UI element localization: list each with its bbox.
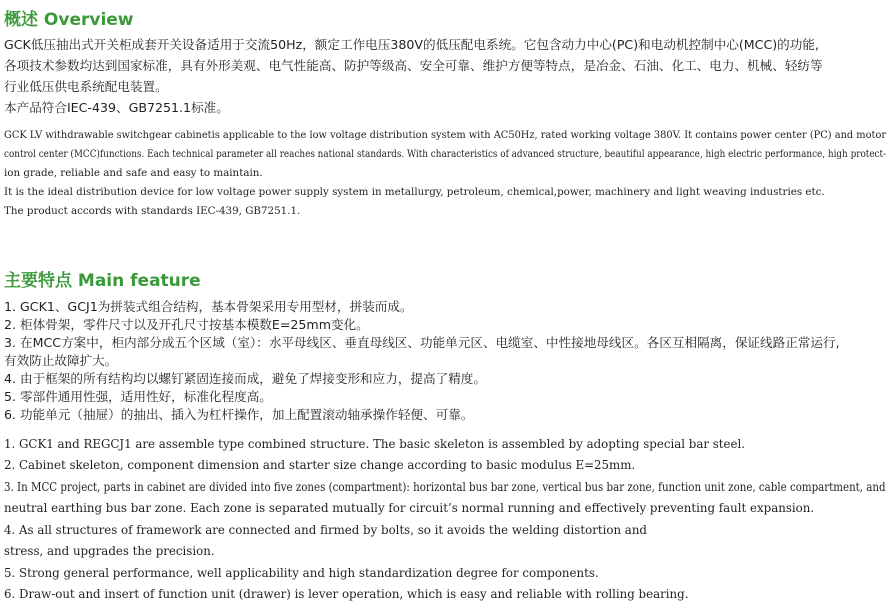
feature-cn-line-1: 1. GCK1、GCJ1为拼装式组合结构，基本骨架采用专用型材，拼装而成。 xyxy=(4,299,413,314)
feature-en-line-7: 5. Strong general performance, well applicability and high standardization degree for components. xyxy=(4,566,599,580)
overview-cn-line-1: GCK低压抽出式开关柜成套开关设备适用于交流50Hz，额定工作电压380V的低压配电系统。它包含动力中心(PC)和电动机控制中心(MCC)的功能, xyxy=(4,37,819,52)
overview-cn-line-3: 行业低压供电系统配电装置。 xyxy=(4,79,168,94)
overview-en-line-1: GCK LV withdrawable switchgear cabinetis applicable to the low voltage distribution system with AC50Hz, rated working voltage 380V. It contains power center (PC) and motor xyxy=(4,129,887,141)
overview-en-line-2: control center (MCC)functions. Each technical parameter all reaches national standards. With characteristics of advanced structure, beautiful appearance, high electric performance, high protect- xyxy=(4,148,887,160)
overview-en-line-5: The product accords with standards IEC-439, GB7251.1. xyxy=(4,205,301,217)
feature-en-line-5: 4. As all structures of framework are connected and firmed by bolts, so it avoids the welding distortion and xyxy=(4,523,647,537)
feature-cn-line-6: 5. 零部件通用性强，适用性好，标准化程度高。 xyxy=(4,389,272,404)
feature-en-line-4: neutral earthing bus bar zone. Each zone is separated mutually for circuit’s normal running and effectively preventing fault expansion. xyxy=(4,501,815,515)
feature-cn-line-3: 3. 在MCC方案中，柜内部分成五个区域（室）：水平母线区、垂直母线区、功能单元区、电缆室、中性接地母线区。各区互相隔离，保证线路正常运行, xyxy=(4,335,840,350)
overview-en-line-4: It is the ideal distribution device for low voltage power supply system in metallurgy, petroleum, chemical,power, machinery and light weaving industries etc. xyxy=(4,186,825,198)
overview-cn-line-2: 各项技术参数均达到国家标准，具有外形美观、电气性能高、防护等级高、安全可靠、维护方便等特点，是冶金、石油、化工、电力、机械、轻纺等 xyxy=(4,58,823,73)
main-feature-heading: 主要特点 Main feature xyxy=(4,271,201,291)
overview-cn-line-4: 本产品符合IEC-439、GB7251.1标准。 xyxy=(4,100,229,115)
feature-en-line-6: stress, and upgrades the precision. xyxy=(4,544,215,558)
feature-cn-line-7: 6. 功能单元（抽屉）的抽出、插入为杠杆操作，加上配置滚动轴承操作轻便、可靠。 xyxy=(4,407,474,422)
overview-heading: 概述 Overview xyxy=(4,10,134,30)
feature-en-line-2: 2. Cabinet skeleton, component dimension and starter size change according to basic modulus E=25mm. xyxy=(4,458,636,472)
feature-cn-line-5: 4. 由于框架的所有结构均以螺钉紧固连接而成，避免了焊接变形和应力，提高了精度。 xyxy=(4,371,486,386)
feature-en-line-3: 3. In MCC project, parts in cabinet are divided into five zones (compartment): horizontal bus bar zone, vertical bus bar zone, function unit zone, cable compartment, and xyxy=(4,480,886,494)
feature-en-line-8: 6. Draw-out and insert of function unit (drawer) is lever operation, which is easy and reliable with rolling bearing. xyxy=(4,587,689,601)
feature-en-line-1: 1. GCK1 and REGCJ1 are assemble type combined structure. The basic skeleton is assembled by adopting special bar steel. xyxy=(4,437,746,451)
overview-en-line-3: ion grade, reliable and safe and easy to maintain. xyxy=(4,167,263,179)
feature-cn-line-2: 2. 柜体骨架，零件尺寸以及开孔尺寸按基本模数E=25mm变化。 xyxy=(4,317,369,332)
feature-cn-line-4: 有效防止故障扩大。 xyxy=(4,353,118,368)
